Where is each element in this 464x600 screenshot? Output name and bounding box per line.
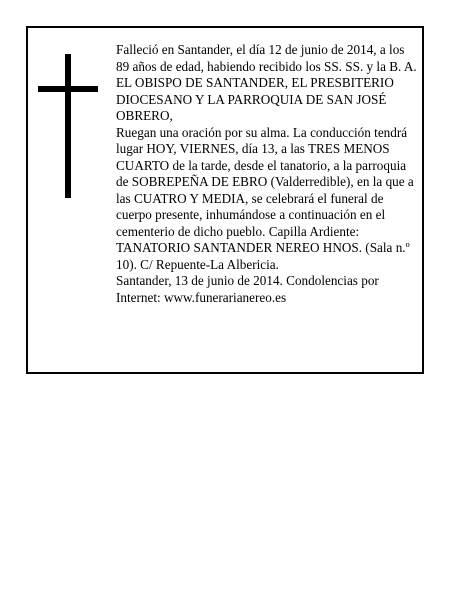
notice-paragraph-announcers: EL OBISPO DE SANTANDER, EL PRESBITERIO DIOCESANO Y LA PARROQUIA DE SAN JOSÉ OBRERO, bbox=[116, 75, 394, 123]
notice-paragraph-death: Falleció en Santander, el día 12 de junio de 2014, a los 89 años de edad, habiendo recibido los SS. SS. y la B. A. bbox=[116, 42, 417, 74]
latin-cross-icon bbox=[38, 54, 98, 198]
cross-horizontal-bar bbox=[38, 86, 98, 92]
cross-vertical-bar bbox=[65, 54, 71, 198]
obituary-notice bbox=[26, 26, 424, 374]
notice-text bbox=[116, 42, 418, 306]
notice-paragraph-date-contact: Santander, 13 de junio de 2014. Condolencias por Internet: www.funerarianereo.es bbox=[116, 273, 379, 305]
notice-paragraph-ceremony: Ruegan una oración por su alma. La conducción tendrá lugar HOY, VIERNES, día 13, a las TRES MENOS CUARTO de la tarde, desde el tanatorio, a la parroquia de SOBREPEÑA DE EBRO (Valderredible), en la que a las CUATRO Y MEDIA, se celebrará el funeral de cuerpo presente, inhumándose a continuación en el cementerio de dicho pueblo. Capilla Ardiente: TANATORIO SANTANDER NEREO HNOS. (Sala n.º 10). C/ Repuente-La Albericia. bbox=[116, 124, 414, 272]
